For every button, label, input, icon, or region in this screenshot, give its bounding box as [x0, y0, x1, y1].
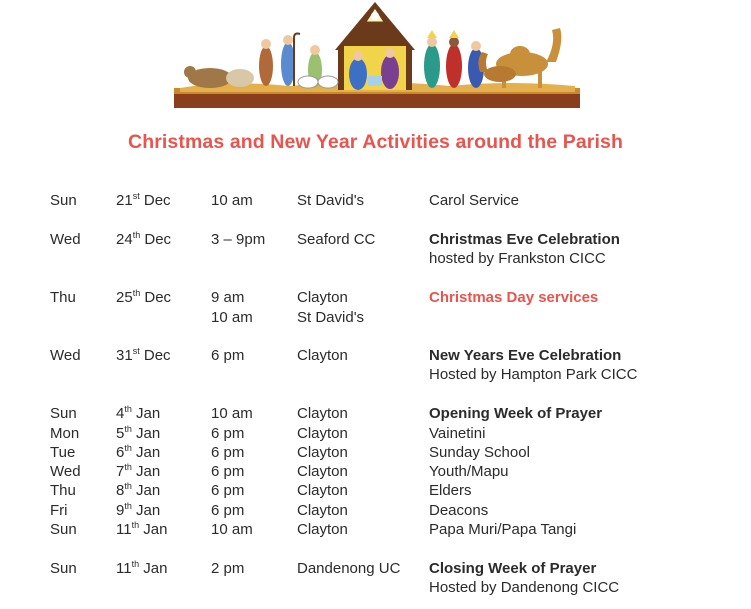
date-month: Dec	[139, 347, 171, 364]
activity-cell: Hosted by Dandenong CICC	[429, 579, 620, 596]
date-number: 4	[116, 405, 125, 422]
day-cell: Fri	[50, 502, 68, 519]
date-ordinal: th	[132, 230, 141, 240]
date-number: 31	[116, 347, 133, 364]
date-number: 7	[116, 463, 125, 480]
date-cell	[116, 559, 167, 580]
date-number: 8	[116, 482, 125, 499]
time-cell: 10 am	[211, 309, 253, 326]
date-number: 11	[116, 560, 132, 577]
date-ordinal: th	[124, 424, 132, 434]
schedule-row	[0, 481, 751, 501]
schedule-row	[0, 520, 751, 540]
venue-cell: Seaford CC	[297, 231, 376, 248]
date-month: Jan	[139, 521, 168, 538]
date-number: 5	[116, 425, 125, 442]
activity-cell: New Years Eve Celebration	[429, 347, 622, 364]
activity-cell: Youth/Mapu	[429, 463, 509, 480]
time-cell: 9 am	[211, 289, 245, 306]
date-cell	[116, 230, 171, 251]
time-cell: 10 am	[211, 405, 253, 422]
nativity-scene-illustration	[170, 0, 582, 116]
venue-cell: Clayton	[297, 482, 348, 499]
time-cell: 6 pm	[211, 482, 245, 499]
date-ordinal: th	[131, 520, 140, 530]
venue-cell: Clayton	[297, 289, 348, 306]
activity-cell: hosted by Frankston CICC	[429, 250, 606, 267]
venue-cell: Clayton	[297, 521, 348, 538]
day-cell: Sun	[50, 560, 77, 577]
day-cell: Thu	[50, 289, 76, 306]
venue-cell: Clayton	[297, 463, 348, 480]
date-month: Dec	[140, 231, 172, 248]
activity-cell: Carol Service	[429, 192, 520, 209]
date-cell	[116, 191, 171, 212]
schedule-row	[0, 424, 751, 444]
page-title: Christmas and New Year Activities around the Parish	[128, 131, 623, 153]
date-cell	[116, 501, 160, 522]
activity-cell: Opening Week of Prayer	[429, 405, 603, 422]
activity-cell: Closing Week of Prayer	[429, 560, 597, 577]
date-month: Dec	[140, 289, 172, 306]
venue-cell: Clayton	[297, 425, 348, 442]
date-month: Jan	[131, 405, 161, 422]
time-cell: 6 pm	[211, 502, 245, 519]
schedule-row	[0, 578, 751, 598]
date-ordinal: th	[132, 288, 141, 298]
time-cell: 6 pm	[211, 347, 245, 364]
date-cell	[116, 520, 167, 541]
date-month: Jan	[131, 444, 161, 461]
date-month: Jan	[131, 502, 161, 519]
date-cell	[116, 481, 160, 502]
venue-cell: Clayton	[297, 405, 348, 422]
date-cell	[116, 346, 171, 367]
time-cell: 6 pm	[211, 425, 245, 442]
schedule-row	[0, 308, 751, 328]
day-cell: Sun	[50, 192, 77, 209]
time-cell: 6 pm	[211, 444, 245, 461]
activity-cell: Elders	[429, 482, 472, 499]
date-number: 25	[116, 289, 133, 306]
day-cell: Tue	[50, 444, 76, 461]
schedule-row	[0, 365, 751, 385]
day-cell: Wed	[50, 347, 81, 364]
date-number: 11	[116, 521, 132, 538]
day-cell: Wed	[50, 463, 81, 480]
date-number: 24	[116, 231, 133, 248]
day-cell: Mon	[50, 425, 80, 442]
date-month: Jan	[131, 463, 161, 480]
activity-cell: Christmas Day services	[429, 289, 599, 306]
date-ordinal: th	[131, 559, 140, 569]
date-cell	[116, 404, 160, 425]
schedule-row	[0, 559, 751, 579]
venue-cell: Clayton	[297, 444, 348, 461]
date-cell	[116, 462, 160, 483]
venue-cell: Dandenong UC	[297, 560, 401, 577]
date-cell	[116, 288, 171, 309]
schedule-row	[0, 443, 751, 463]
date-month: Dec	[139, 192, 171, 209]
day-cell: Thu	[50, 482, 76, 499]
time-cell: 10 am	[211, 192, 253, 209]
schedule-row	[0, 191, 751, 211]
schedule-row	[0, 249, 751, 269]
venue-cell: Clayton	[297, 502, 348, 519]
time-cell: 6 pm	[211, 463, 245, 480]
venue-cell: St David's	[297, 309, 365, 326]
venue-cell: Clayton	[297, 347, 348, 364]
schedule-row	[0, 404, 751, 424]
date-ordinal: st	[132, 191, 140, 201]
date-ordinal: th	[124, 481, 132, 491]
date-number: 21	[116, 192, 133, 209]
date-month: Jan	[131, 482, 161, 499]
date-cell	[116, 424, 160, 445]
date-ordinal: th	[124, 462, 132, 472]
activity-cell: Papa Muri/Papa Tangi	[429, 521, 577, 538]
date-month: Jan	[131, 425, 161, 442]
date-number: 6	[116, 444, 125, 461]
time-cell: 2 pm	[211, 560, 245, 577]
activity-cell: Deacons	[429, 502, 489, 519]
date-ordinal: th	[124, 501, 132, 511]
time-cell: 10 am	[211, 521, 253, 538]
date-cell	[116, 443, 160, 464]
time-cell: 3 – 9pm	[211, 231, 266, 248]
schedule-row	[0, 346, 751, 366]
date-month: Jan	[139, 560, 168, 577]
venue-cell: St David's	[297, 192, 365, 209]
day-cell: Wed	[50, 231, 81, 248]
date-number: 9	[116, 502, 125, 519]
activity-cell: Sunday School	[429, 444, 530, 461]
schedule-row	[0, 288, 751, 308]
schedule-row	[0, 230, 751, 250]
day-cell: Sun	[50, 521, 77, 538]
day-cell: Sun	[50, 405, 77, 422]
activity-cell: Hosted by Hampton Park CICC	[429, 366, 638, 383]
schedule-row	[0, 501, 751, 521]
schedule-row	[0, 462, 751, 482]
date-ordinal: th	[124, 404, 132, 414]
date-ordinal: th	[124, 443, 132, 453]
date-ordinal: st	[132, 346, 140, 356]
activity-cell: Christmas Eve Celebration	[429, 231, 620, 248]
activity-cell: Vainetini	[429, 425, 486, 442]
